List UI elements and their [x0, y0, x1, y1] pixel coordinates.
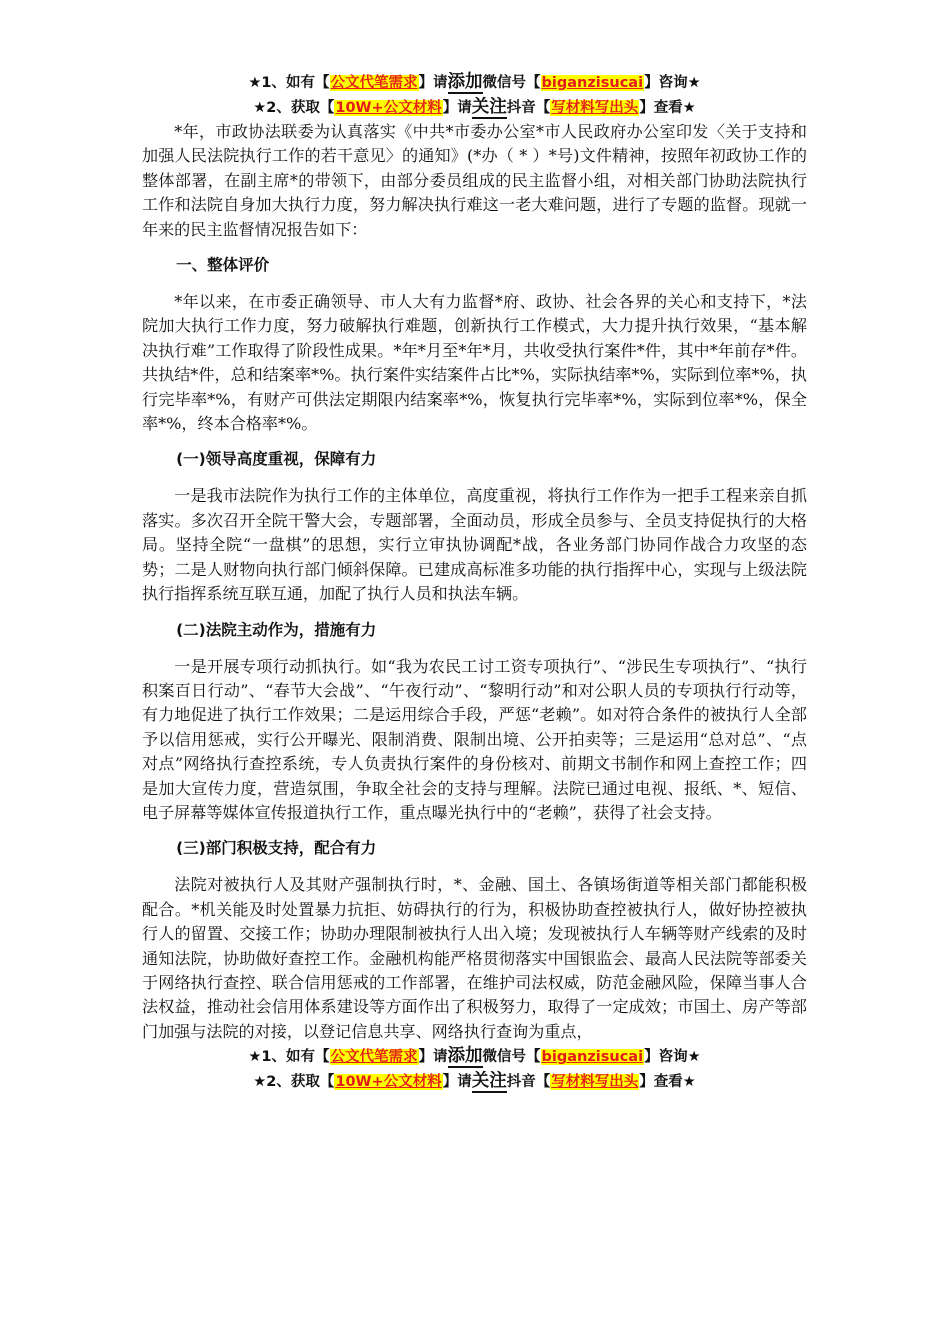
promo-emphasis: 添加 [447, 72, 483, 92]
document-content [142, 70, 807, 1094]
subheading-leadership: (一)领导高度重视，保障有力 [176, 450, 377, 469]
promo-suffix: 】咨询★ [644, 75, 701, 91]
promo-line-2-bottom [142, 1069, 807, 1094]
subheading-court-measures: (二)法院主动作为，措施有力 [176, 620, 377, 639]
promo-text: 抖音【 [506, 100, 551, 116]
promo-emphasis: 关注 [471, 1071, 507, 1092]
promo-highlight-douyin: 写材料写出头 [551, 1074, 639, 1091]
promo-text: 微信号【 [482, 1049, 541, 1066]
paragraph-court-measures: 一是开展专项行动抓执行。如“我为农民工讨工资专项执行”、“涉民生专项执行”、“执行积案百日行动”、“春节大会战”、“午夜行动”、“黎明行动”和对公职人员的专项执行行动等，有力地促进了执行工作效果；二是运用综合手段，严惩“老赖”。如对符合条件的被执行人全部予以信用惩戒，实行公开曝光、限制消费、限制出境、公开拍卖等；三是运用“总对总”、“点对点”网络执行查控系统，专人负责执行案件的身份核对、前期文书制作和网上查控工作；四是加大宣传力度，营造氛围，争取全社会的支持与理解。法院已通过电视、报纸、*、短信、电子屏幕等媒体宣传报道执行工作，重点曝光执行中的“老赖”，获得了社会支持。 [142, 656, 807, 822]
promo-highlight-materials: 10W+公文材料 [335, 100, 442, 116]
promo-highlight-wechat: biganzisucai [541, 1049, 644, 1066]
promo-suffix: 】咨询★ [644, 1049, 701, 1066]
promo-emphasis: 添加 [447, 1046, 483, 1067]
promo-line-1-bottom [142, 1044, 807, 1069]
promo-highlight-service: 公文代笔需求 [330, 1049, 418, 1066]
promo-text: 抖音【 [506, 1074, 551, 1091]
section-heading-overall: 一、整体评价 [176, 256, 270, 275]
paragraph-department-support: 法院对被执行人及其财产强制执行时，*、金融、国土、各镇场街道等相关部门都能积极配合。*机关能及时处置暴力抗拒、妨碍执行的行为，积极协助查控被执行人，做好协控被执行人的留置、交接工作；协助办理限制被执行人出入境；发现被执行人车辆等财产线索的及时通知法院，协助做好查控工作。金融机构能严格贯彻落实中国银监会、最高人民法院等部委关于网络执行查控、联合信用惩戒的工作部署，在维护司法权威，防范金融风险，保障当事人合法权益，推动社会信用体系建设等方面作出了积极努力，取得了一定成效；市国土、房产等部门加强与法院的对接，以登记信息共享、网络执行查询为重点， [142, 875, 807, 1041]
paragraph-intro: *年，市政协法联委为认真落实《中共*市委办公室*市人民政府办公室印发〈关于支持和加强人民法院执行工作的若干意见〉的通知》(*办（ * ）*号)文件精神，按照年初政协工作的整体部署，在副主席*的带领下，由部分委员组成的民主监督小组，对相关部门协助法院执行工作和法院自身加大执行力度，努力解决执行难这一老大难问题，进行了专题的监督。现就一年来的民主监督情况报告如下： [142, 122, 807, 239]
promo-line-1-top [142, 70, 807, 95]
promo-highlight-service: 公文代笔需求 [330, 75, 418, 91]
promo-highlight-materials: 10W+公文材料 [335, 1074, 442, 1091]
promo-highlight-douyin: 写材料写出头 [551, 100, 639, 116]
promo-suffix: 】查看★ [639, 100, 696, 116]
promo-text: 】请 [442, 100, 472, 116]
promo-prefix: ★2、获取【 [253, 100, 335, 116]
promo-prefix: ★2、获取【 [253, 1074, 335, 1091]
promo-prefix: ★1、如有【 [248, 75, 330, 91]
promo-emphasis: 关注 [471, 97, 507, 117]
paragraph-leadership: 一是我市法院作为执行工作的主体单位，高度重视，将执行工作作为一把手工程来亲自抓落实。多次召开全院干警大会，专题部署，全面动员，形成全员参与、全员支持促执行的大格局。坚持全院“一盘棋”的思想，实行立审执协调配*战，各业务部门协同作战合力攻坚的态势；二是人财物向执行部门倾斜保障。已建成高标准多功能的执行指挥中心，实现与上级法院执行指挥系统互联互通，加配了执行人员和执法车辆。 [142, 486, 807, 604]
promo-suffix: 】查看★ [639, 1074, 696, 1091]
promo-text: 】请 [418, 75, 448, 91]
paragraph-overall: *年以来，在市委正确领导、市人大有力监督*府、政协、社会各界的关心和支持下，*法院加大执行工作力度，努力破解执行难题，创新执行工作模式，大力提升执行效果，“基本解决执行难”工作取得了阶段性成果。*年*月至*年*月，共收受执行案件*件，其中*年前存*件。共执结*件，总和结案率*%。执行案件实结案件占比*%，实际执结率*%，实际到位率*%，执行完毕率*%，有财产可供法定期限内结案率*%，恢复执行完毕率*%，实际到位率*%，保全率*%，终本合格率*%。 [142, 292, 807, 434]
promo-prefix: ★1、如有【 [248, 1049, 330, 1066]
subheading-department-support: (三)部门积极支持，配合有力 [176, 839, 377, 858]
promo-line-2-top [142, 95, 807, 120]
promo-text: 】请 [418, 1049, 448, 1066]
promo-text: 】请 [442, 1074, 472, 1091]
promo-highlight-wechat: biganzisucai [541, 75, 644, 91]
promo-text: 微信号【 [482, 75, 541, 91]
